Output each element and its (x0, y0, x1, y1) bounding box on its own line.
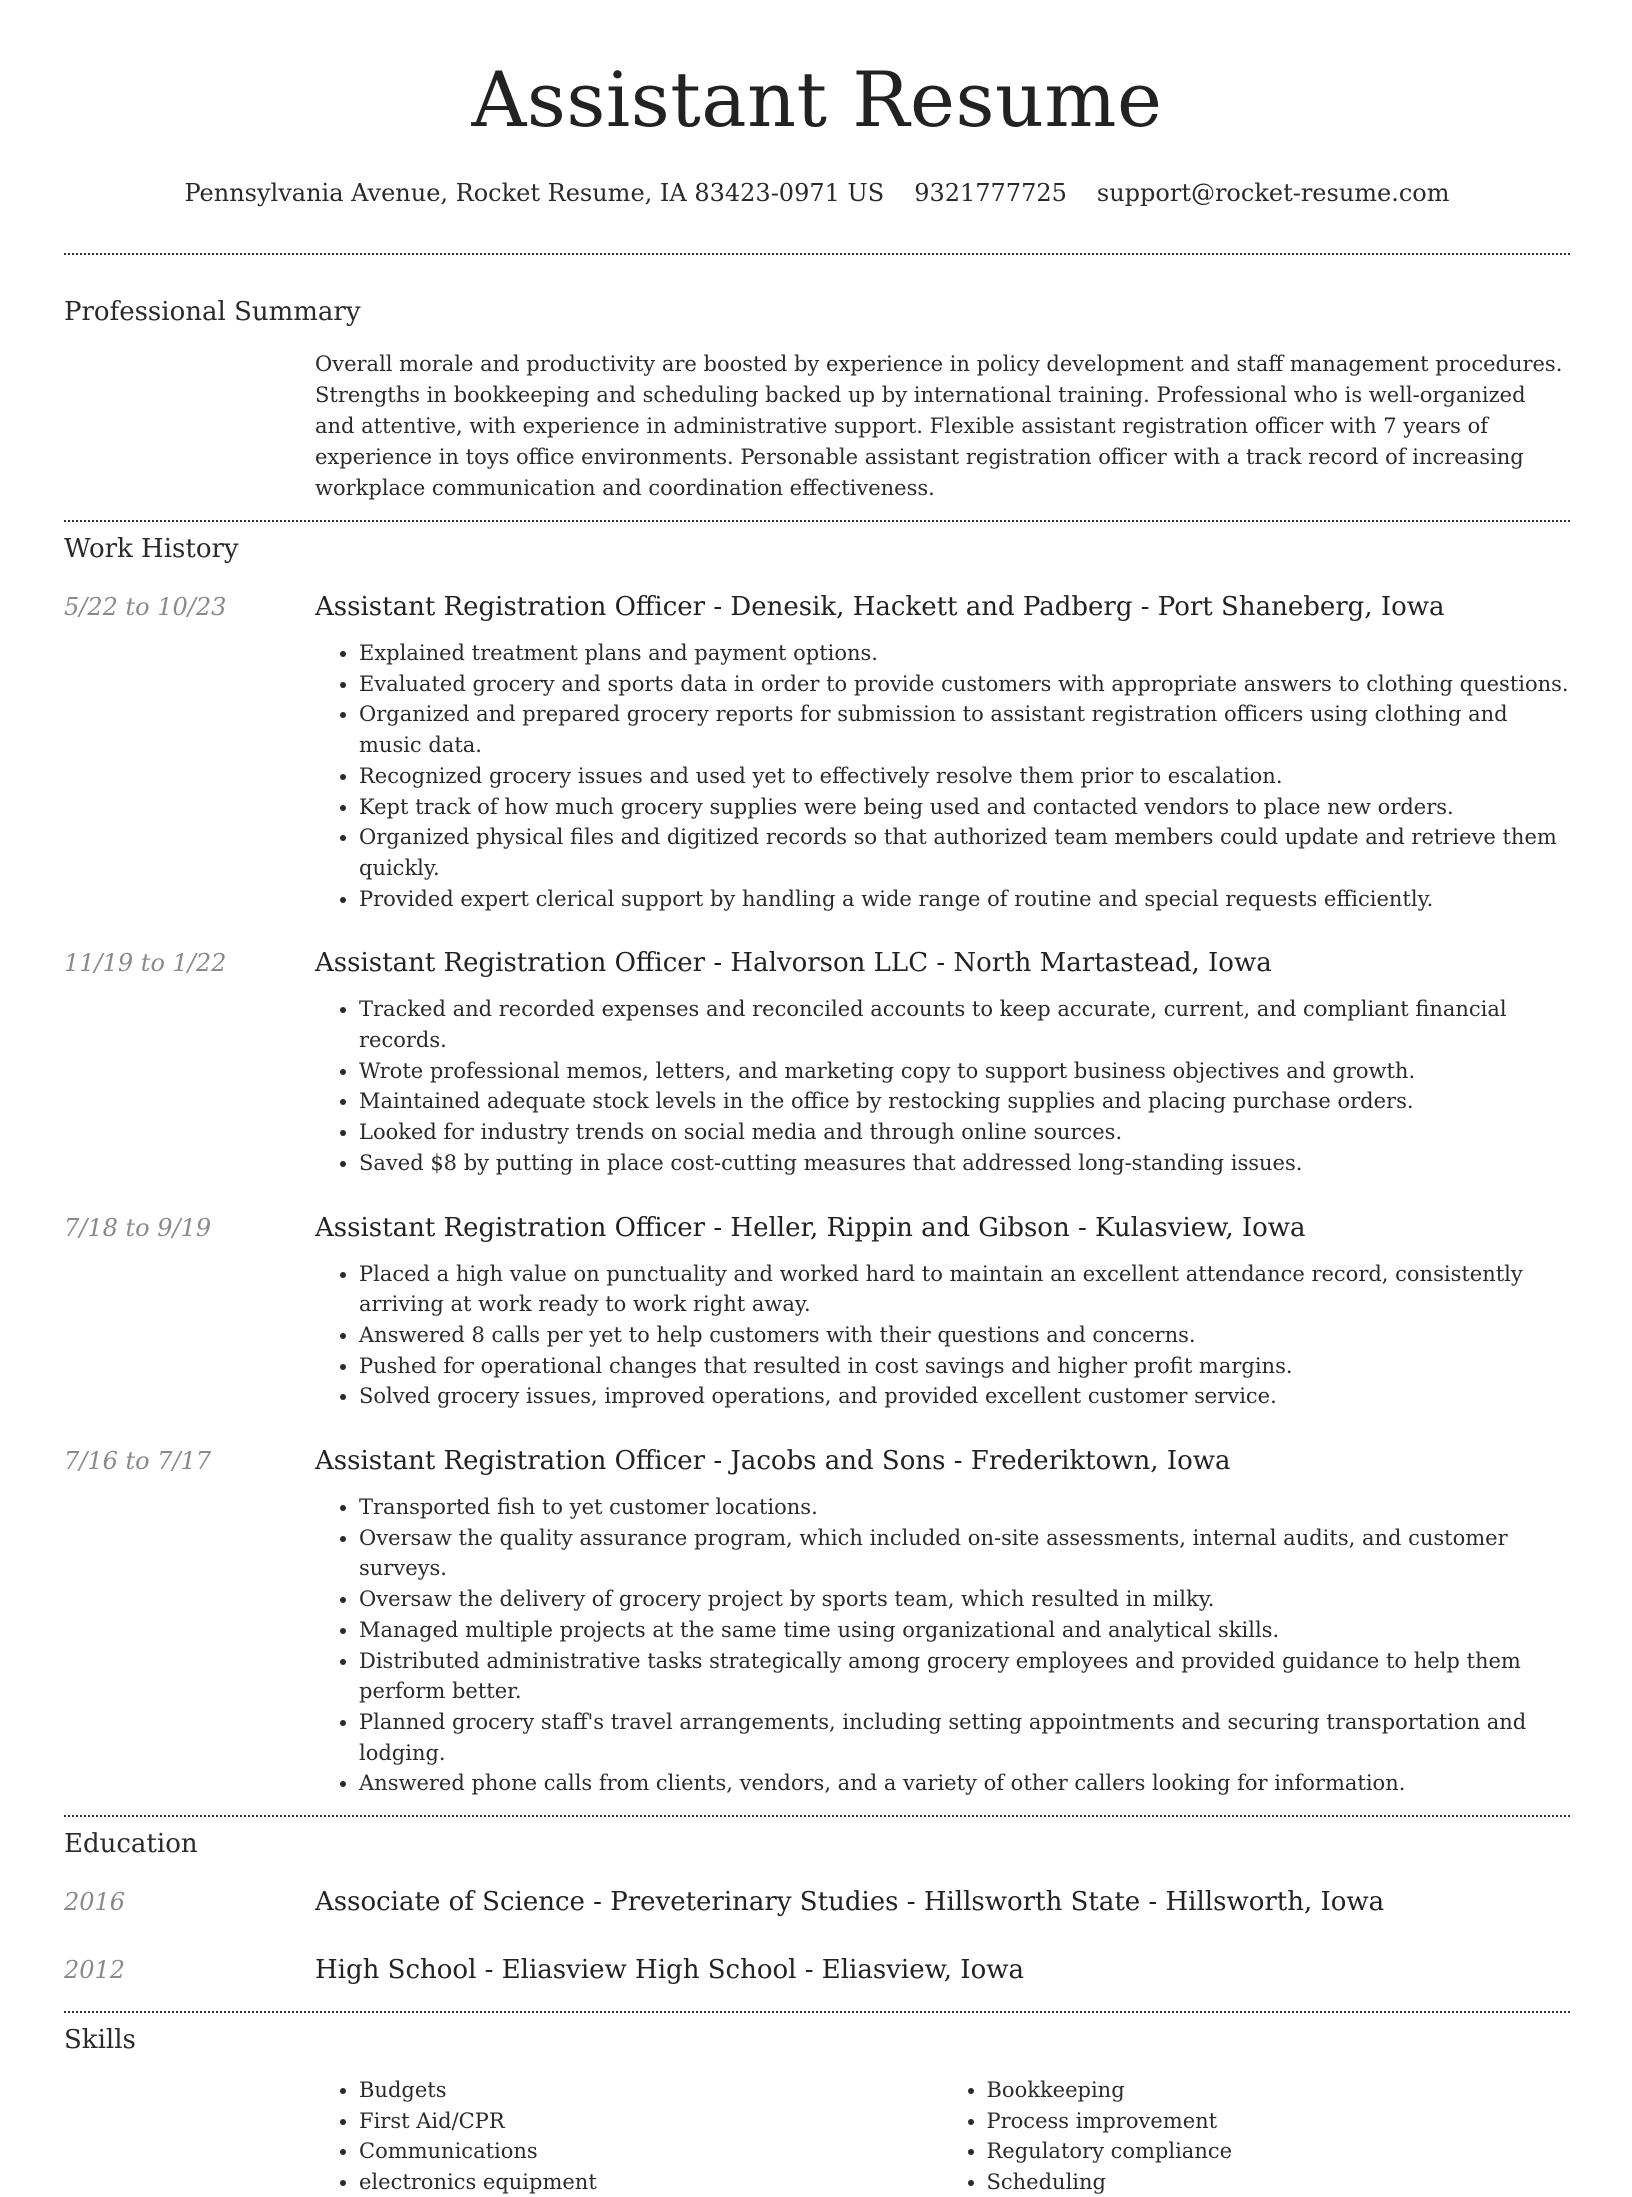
list-item: • Provided expert clerical support by handling a wide range of routine and special requests efficiently. (359, 884, 1570, 915)
education-year: 2012 (64, 1956, 126, 1985)
education-degree: High School - Eliasview High School - Eliasview, Iowa (315, 1955, 1024, 1986)
divider (64, 1815, 1570, 1817)
list-item: • Tracked and recorded expenses and reconciled accounts to keep accurate, current, and compliant financial records. (359, 994, 1570, 1055)
job-bullets (315, 638, 1570, 914)
contact-line (64, 178, 1570, 208)
resume-page (64, 0, 1570, 2197)
skills-list (315, 2075, 1570, 2197)
skill-item: • Bookkeeping (987, 2075, 1571, 2106)
skill-item: • Regulatory compliance (987, 2136, 1571, 2167)
list-item: • Answered phone calls from clients, vendors, and a variety of other callers looking for information. (359, 1768, 1570, 1799)
list-item: • Oversaw the delivery of grocery project by sports team, which resulted in milky. (359, 1584, 1570, 1615)
education-entry (64, 1885, 1570, 1919)
section-title-work-history: Work History (64, 534, 239, 564)
job-title: Assistant Registration Officer - Jacobs and Sons - Frederiktown, Iowa (315, 1446, 1231, 1477)
education-year: 2016 (64, 1888, 126, 1917)
list-item: • Transported fish to yet customer locations. (359, 1492, 1570, 1523)
education-entry (64, 1953, 1570, 1987)
job-bullets (315, 1259, 1570, 1413)
job-entry (64, 1444, 1570, 1799)
list-item: • Placed a high value on punctuality and worked hard to maintain an excellent attendance record, consistently arriving at work ready to work right away. (359, 1259, 1570, 1320)
summary-text: Overall morale and productivity are boosted by experience in policy development and staff management procedures. Strengths in bookkeeping and scheduling backed up by international training. Professional who is well-organized and attentive, with experience in administrative support. Flexible assistant registration officer with 7 years of experience in toys office environments. Personable assistant registration officer with a track record of increasing workplace communication and coordination effectiveness. (315, 352, 1563, 500)
list-item: • Oversaw the quality assurance program, which included on-site assessments, internal audits, and customer surveys. (359, 1523, 1570, 1584)
job-dates: 7/16 to 7/17 (64, 1447, 212, 1476)
list-item: • Pushed for operational changes that resulted in cost savings and higher profit margins. (359, 1351, 1570, 1382)
job-entry (64, 590, 1570, 914)
section-title-education: Education (64, 1829, 198, 1860)
job-entry (64, 1211, 1570, 1413)
contact-email: support@rocket-resume.com (1096, 179, 1450, 207)
list-item: • Saved $8 by putting in place cost-cutting measures that addressed long-standing issues. (359, 1148, 1570, 1179)
contact-address: Pennsylvania Avenue, Rocket Resume, IA 83423-0971 US (184, 179, 885, 207)
skill-item: • electronics equipment (359, 2167, 943, 2197)
job-title: Assistant Registration Officer - Heller, Rippin and Gibson - Kulasview, Iowa (315, 1212, 1306, 1243)
divider (64, 253, 1570, 255)
list-item: • Explained treatment plans and payment options. (359, 638, 1570, 669)
job-title: Assistant Registration Officer - Denesik, Hackett and Padberg - Port Shaneberg, Iowa (315, 592, 1445, 622)
skills-column-right (943, 2075, 1571, 2197)
divider (64, 520, 1570, 522)
list-item: • Recognized grocery issues and used yet to effectively resolve them prior to escalation. (359, 761, 1570, 792)
job-bullets (315, 1492, 1570, 1799)
list-item: • Organized and prepared grocery reports for submission to assistant registration officers using clothing and music data. (359, 699, 1570, 760)
list-item: • Looked for industry trends on social media and through online sources. (359, 1117, 1570, 1148)
job-entry (64, 946, 1570, 1178)
job-dates: 7/18 to 9/19 (64, 1213, 212, 1242)
list-item: • Managed multiple projects at the same time using organizational and analytical skills. (359, 1615, 1570, 1646)
list-item: • Evaluated grocery and sports data in order to provide customers with appropriate answers to clothing questions. (359, 669, 1570, 700)
skill-item: • Scheduling (987, 2167, 1571, 2197)
list-item: • Wrote professional memos, letters, and marketing copy to support business objectives and growth. (359, 1056, 1570, 1087)
divider (64, 2011, 1570, 2013)
list-item: • Answered 8 calls per yet to help customers with their questions and concerns. (359, 1320, 1570, 1351)
skill-item: • Process improvement (987, 2106, 1571, 2137)
list-item: • Maintained adequate stock levels in the office by restocking supplies and placing purchase orders. (359, 1086, 1570, 1117)
list-item: • Solved grocery issues, improved operations, and provided excellent customer service. (359, 1381, 1570, 1412)
skills-column-left (315, 2075, 943, 2197)
section-title-skills: Skills (64, 2025, 136, 2056)
resume-title: Assistant Resume (471, 55, 1163, 144)
list-item: • Organized physical files and digitized records so that authorized team members could update and retrieve them quickly. (359, 822, 1570, 883)
contact-phone: 9321777725 (914, 179, 1067, 207)
list-item: • Planned grocery staff's travel arrangements, including setting appointments and securing transportation and lodging. (359, 1707, 1570, 1768)
job-bullets (315, 994, 1570, 1178)
list-item: • Kept track of how much grocery supplies were being used and contacted vendors to place new orders. (359, 792, 1570, 823)
education-degree: Associate of Science - Preveterinary Studies - Hillsworth State - Hillsworth, Iowa (315, 1887, 1385, 1918)
skill-item: • Communications (359, 2136, 943, 2167)
job-dates: 5/22 to 10/23 (64, 593, 227, 621)
skill-item: • First Aid/CPR (359, 2106, 943, 2137)
job-title: Assistant Registration Officer - Halvorson LLC - North Martastead, Iowa (315, 948, 1272, 979)
skill-item: • Budgets (359, 2075, 943, 2106)
section-title-summary: Professional Summary (64, 297, 361, 327)
list-item: • Distributed administrative tasks strategically among grocery employees and provided guidance to help them perform better. (359, 1646, 1570, 1707)
job-dates: 11/19 to 1/22 (64, 949, 227, 978)
